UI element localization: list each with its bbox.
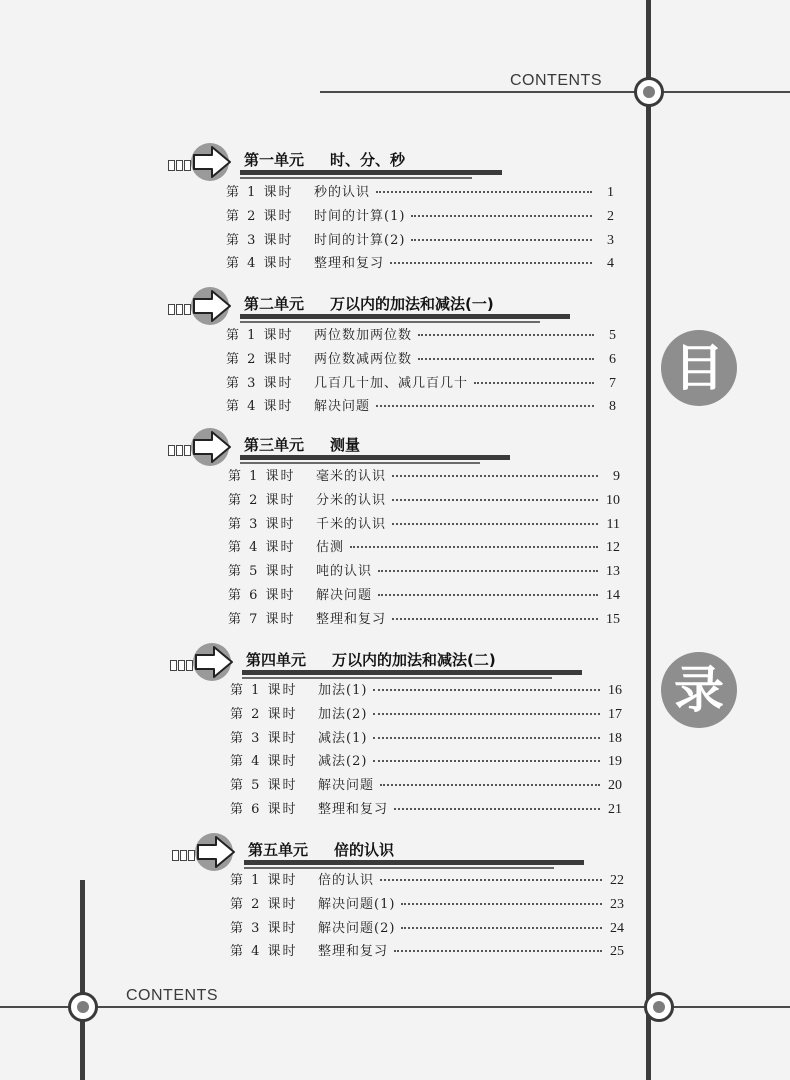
lesson-title: 加法(1)	[318, 683, 368, 698]
lesson-title: 加法(2)	[318, 706, 368, 722]
lesson-number: 第 1 课时	[226, 328, 294, 343]
lesson-row[interactable]	[230, 895, 624, 915]
unit-bar-thin	[240, 321, 540, 323]
lesson-number: 第 4 课时	[226, 399, 294, 415]
lesson-title: 几百几十加、减几百几十	[314, 375, 469, 391]
lesson-page-number: 4	[607, 256, 614, 272]
top-horizontal-line	[320, 91, 790, 93]
lesson-title: 倍的认识	[318, 873, 375, 888]
dot-leader	[392, 467, 598, 477]
lesson-number: 第 2 课时	[226, 208, 294, 224]
lesson-title: 解决问题	[318, 778, 375, 794]
unit-name: 测量	[330, 436, 361, 454]
unit-number: 第五单元	[248, 841, 309, 859]
lesson-page-number: 1	[607, 185, 614, 200]
footer-contents-label: CONTENTS	[126, 987, 218, 1004]
unit-bar	[240, 170, 502, 175]
lesson-number: 第 3 课时	[226, 232, 294, 248]
lesson-number: 第 4 课时	[226, 256, 294, 272]
lesson-page-number: 21	[608, 802, 622, 817]
dot-leader	[401, 919, 602, 929]
lesson-number: 第 3 课时	[230, 920, 298, 936]
lesson-page-number: 15	[606, 611, 620, 627]
lesson-number: 第 1 课时	[230, 683, 298, 698]
lesson-page-number: 6	[609, 351, 616, 367]
lesson-title: 解决问题(2)	[318, 920, 396, 936]
lesson-number: 第 1 课时	[226, 185, 294, 200]
unit-number: 第二单元	[244, 295, 305, 313]
dot-leader	[378, 586, 598, 596]
dot-leader	[378, 562, 598, 572]
lesson-title: 减法(1)	[318, 730, 368, 746]
unit-number: 第四单元	[246, 651, 307, 669]
unit-number: 第一单元	[244, 151, 305, 169]
lesson-page-number: 2	[607, 208, 614, 224]
lesson-number: 第 4 课时	[230, 944, 298, 960]
lesson-title: 减法(2)	[318, 754, 368, 770]
unit-bar	[244, 860, 584, 865]
lesson-row[interactable]	[226, 397, 616, 417]
lesson-row[interactable]	[228, 538, 620, 558]
lesson-title: 整理和复习	[314, 256, 385, 272]
dot-leader	[394, 800, 600, 810]
lesson-row[interactable]	[226, 326, 616, 346]
header-contents-label: CONTENTS	[510, 72, 602, 89]
lesson-page-number: 22	[610, 873, 624, 888]
lesson-row[interactable]	[230, 800, 622, 820]
unit-dots-icon	[168, 441, 192, 460]
lesson-number: 第 5 课时	[230, 778, 298, 794]
unit-number: 第三单元	[244, 436, 305, 454]
lesson-number: 第 2 课时	[230, 896, 298, 912]
unit-arrow-icon	[190, 142, 234, 182]
lesson-page-number: 14	[606, 588, 620, 603]
lesson-row[interactable]	[226, 254, 614, 274]
lesson-page-number: 7	[609, 375, 616, 391]
lesson-page-number: 9	[613, 469, 620, 484]
bottom-right-ring-icon	[644, 992, 674, 1022]
lesson-page-number: 17	[608, 706, 622, 722]
lesson-row[interactable]	[230, 942, 624, 962]
lesson-page-number: 13	[606, 564, 620, 580]
lesson-number: 第 1 课时	[230, 873, 298, 888]
unit-name: 万以内的加法和减法(二)	[332, 651, 496, 669]
lesson-row[interactable]	[228, 610, 620, 630]
unit-dots-icon	[170, 656, 194, 675]
lesson-page-number: 25	[610, 944, 624, 960]
lesson-row[interactable]	[230, 776, 622, 796]
unit-title	[244, 149, 405, 170]
lesson-title: 解决问题(1)	[318, 896, 396, 912]
lesson-row[interactable]	[228, 586, 620, 606]
lesson-title: 整理和复习	[318, 802, 389, 817]
lesson-page-number: 12	[606, 540, 620, 556]
dot-leader	[390, 254, 592, 264]
lesson-page-number: 3	[607, 232, 614, 248]
unit-name: 万以内的加法和减法(一)	[330, 295, 494, 313]
lesson-number: 第 2 课时	[226, 351, 294, 367]
dot-leader	[380, 776, 600, 786]
dot-leader	[376, 397, 594, 407]
lesson-number: 第 3 课时	[226, 375, 294, 391]
lesson-page-number: 19	[608, 754, 622, 770]
lesson-number: 第 3 课时	[228, 516, 296, 532]
dot-leader	[392, 491, 598, 501]
lesson-page-number: 16	[608, 683, 622, 698]
lesson-title: 整理和复习	[318, 944, 389, 960]
dot-leader	[394, 942, 602, 952]
unit-header	[168, 148, 510, 188]
lesson-title: 估测	[316, 540, 345, 556]
unit-title	[248, 839, 394, 860]
lesson-number: 第 4 课时	[230, 754, 298, 770]
lesson-row[interactable]	[230, 705, 622, 725]
lesson-row[interactable]	[226, 183, 614, 203]
lesson-title: 吨的认识	[316, 564, 373, 580]
lesson-number: 第 7 课时	[228, 611, 296, 627]
lesson-title: 毫米的认识	[316, 469, 387, 484]
dot-leader	[350, 538, 598, 548]
lesson-row[interactable]	[228, 467, 620, 487]
unit-title	[244, 434, 360, 455]
lesson-title: 解决问题	[316, 588, 373, 603]
left-vertical-line	[80, 880, 85, 1080]
lesson-row[interactable]	[230, 919, 624, 939]
unit-name: 倍的认识	[334, 841, 395, 859]
lesson-title: 秒的认识	[314, 185, 371, 200]
side-char-lu: 录	[661, 652, 737, 728]
lesson-title: 分米的认识	[316, 492, 387, 508]
lesson-row[interactable]	[226, 231, 614, 251]
unit-bar	[240, 314, 570, 319]
unit-title	[244, 293, 494, 314]
lesson-page-number: 20	[608, 778, 622, 794]
dot-leader	[376, 183, 592, 193]
dot-leader	[411, 231, 592, 241]
unit-bar	[240, 455, 510, 460]
lesson-row[interactable]	[230, 752, 622, 772]
unit-title	[246, 649, 496, 670]
lesson-title: 两位数加两位数	[314, 328, 413, 343]
lesson-number: 第 2 课时	[228, 492, 296, 508]
unit-arrow-icon	[192, 642, 236, 682]
bottom-left-ring-icon	[68, 992, 98, 1022]
lesson-row[interactable]	[230, 871, 624, 891]
unit-bar	[242, 670, 582, 675]
lesson-title: 时间的计算(1)	[314, 208, 406, 224]
right-vertical-line	[646, 0, 651, 1080]
lesson-number: 第 5 课时	[228, 564, 296, 580]
dot-leader	[373, 752, 600, 762]
lesson-row[interactable]	[228, 562, 620, 582]
lesson-row[interactable]	[228, 515, 620, 535]
dot-leader	[373, 681, 600, 691]
lesson-number: 第 1 课时	[228, 469, 296, 484]
lesson-number: 第 3 课时	[230, 730, 298, 746]
dot-leader	[392, 610, 598, 620]
unit-dots-icon	[172, 846, 196, 865]
lesson-title: 解决问题	[314, 399, 371, 415]
lesson-row[interactable]	[226, 374, 616, 394]
lesson-title: 两位数减两位数	[314, 351, 413, 367]
dot-leader	[380, 871, 602, 881]
unit-arrow-icon	[190, 427, 234, 467]
unit-bar-thin	[240, 462, 480, 464]
lesson-row[interactable]	[228, 491, 620, 511]
lesson-page-number: 11	[606, 516, 620, 532]
dot-leader	[411, 207, 592, 217]
lesson-title: 时间的计算(2)	[314, 232, 406, 248]
dot-leader	[401, 895, 602, 905]
unit-arrow-icon	[190, 286, 234, 326]
dot-leader	[418, 350, 594, 360]
lesson-page-number: 8	[609, 399, 616, 415]
lesson-number: 第 6 课时	[230, 802, 298, 817]
lesson-row[interactable]	[230, 729, 622, 749]
unit-dots-icon	[168, 300, 192, 319]
lesson-number: 第 6 课时	[228, 588, 296, 603]
dot-leader	[373, 705, 600, 715]
dot-leader	[474, 374, 594, 384]
unit-bar-thin	[240, 177, 472, 179]
lesson-page-number: 24	[610, 920, 624, 936]
lesson-number: 第 4 课时	[228, 540, 296, 556]
lesson-title: 千米的认识	[316, 516, 387, 532]
lesson-page-number: 10	[606, 492, 620, 508]
lesson-number: 第 2 课时	[230, 706, 298, 722]
lesson-page-number: 18	[608, 730, 622, 746]
top-ring-icon	[634, 77, 664, 107]
lesson-row[interactable]	[230, 681, 622, 701]
unit-dots-icon	[168, 156, 192, 175]
lesson-page-number: 23	[610, 896, 624, 912]
dot-leader	[392, 515, 598, 525]
unit-bar-thin	[244, 867, 554, 869]
dot-leader	[418, 326, 594, 336]
dot-leader	[373, 729, 600, 739]
unit-arrow-icon	[194, 832, 238, 872]
lesson-row[interactable]	[226, 350, 616, 370]
unit-name: 时、分、秒	[330, 151, 406, 169]
lesson-page-number: 5	[609, 328, 616, 343]
lesson-title: 整理和复习	[316, 611, 387, 627]
lesson-row[interactable]	[226, 207, 614, 227]
unit-bar-thin	[242, 677, 552, 679]
side-char-mu: 目	[661, 330, 737, 406]
